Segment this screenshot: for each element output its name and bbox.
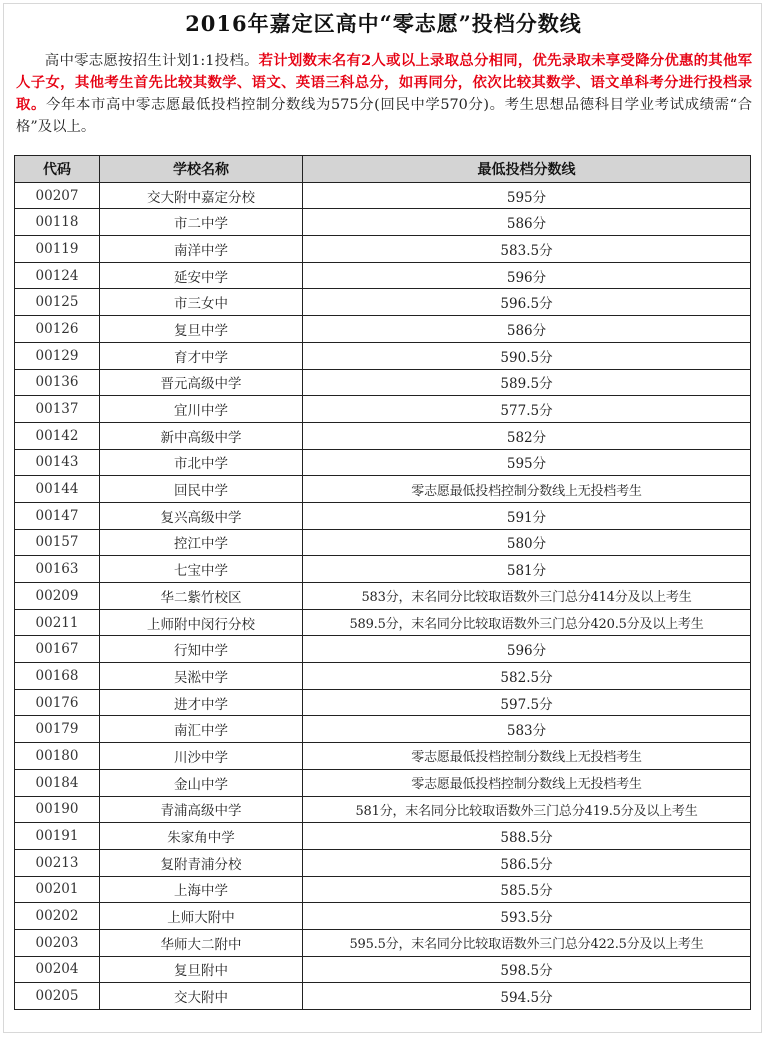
table-row [15, 796, 751, 823]
score-cell: 595.5分，末名同分比较取语数外三门总分422.5分及以上考生 [303, 929, 751, 956]
score-cell: 582分 [303, 422, 751, 449]
table-row [15, 929, 751, 956]
code-cell: 00190 [15, 796, 100, 823]
table-row [15, 689, 751, 716]
table-row [15, 769, 751, 796]
table-row [15, 449, 751, 476]
code-cell: 00118 [15, 209, 100, 236]
table-row [15, 716, 751, 743]
code-cell: 00129 [15, 342, 100, 369]
score-cell: 583分 [303, 716, 751, 743]
school-name-cell: 上师大附中 [100, 903, 303, 930]
score-cell: 586分 [303, 316, 751, 343]
school-name-cell: 华师大二附中 [100, 929, 303, 956]
table-row [15, 289, 751, 316]
code-cell: 00137 [15, 396, 100, 423]
table-row [15, 529, 751, 556]
school-name-cell: 市二中学 [100, 209, 303, 236]
school-name-cell: 行知中学 [100, 636, 303, 663]
table-row [15, 956, 751, 983]
table-row [15, 209, 751, 236]
score-cell: 零志愿最低投档控制分数线上无投档考生 [303, 769, 751, 796]
code-cell: 00119 [15, 236, 100, 263]
code-cell: 00184 [15, 769, 100, 796]
school-name-cell: 进才中学 [100, 689, 303, 716]
code-cell: 00167 [15, 636, 100, 663]
score-cell: 577.5分 [303, 396, 751, 423]
table-row [15, 502, 751, 529]
score-cell: 595分 [303, 449, 751, 476]
school-name-cell: 宜川中学 [100, 396, 303, 423]
score-cell: 零志愿最低投档控制分数线上无投档考生 [303, 743, 751, 770]
score-cell: 597.5分 [303, 689, 751, 716]
header-school: 学校名称 [100, 156, 303, 183]
school-name-cell: 市三女中 [100, 289, 303, 316]
code-cell: 00143 [15, 449, 100, 476]
score-cell: 586.5分 [303, 849, 751, 876]
intro-text-2: 今年本市高中零志愿最低投档控制分数线为575分(回民中学570分)。考生思想品德科目学业考试成绩需“合格”及以上。 [16, 97, 752, 135]
code-cell: 00204 [15, 956, 100, 983]
school-name-cell: 青浦高级中学 [100, 796, 303, 823]
code-cell: 00203 [15, 929, 100, 956]
school-name-cell: 交大附中 [100, 983, 303, 1010]
code-cell: 00142 [15, 422, 100, 449]
score-cell: 589.5分，末名同分比较取语数外三门总分420.5分及以上考生 [303, 609, 751, 636]
code-cell: 00179 [15, 716, 100, 743]
score-cell: 583.5分 [303, 236, 751, 263]
code-cell: 00202 [15, 903, 100, 930]
school-name-cell: 吴淞中学 [100, 663, 303, 690]
header-code: 代码 [15, 156, 100, 183]
score-cell: 580分 [303, 529, 751, 556]
table-row [15, 422, 751, 449]
school-name-cell: 市北中学 [100, 449, 303, 476]
code-cell: 00201 [15, 876, 100, 903]
school-name-cell: 复旦附中 [100, 956, 303, 983]
school-name-cell: 复附青浦分校 [100, 849, 303, 876]
table-row [15, 262, 751, 289]
table-row [15, 743, 751, 770]
score-cell: 591分 [303, 502, 751, 529]
school-name-cell: 延安中学 [100, 262, 303, 289]
table-row [15, 369, 751, 396]
table-row [15, 342, 751, 369]
school-name-cell: 育才中学 [100, 342, 303, 369]
table-row [15, 876, 751, 903]
code-cell: 00124 [15, 262, 100, 289]
score-cell: 582.5分 [303, 663, 751, 690]
school-name-cell: 金山中学 [100, 769, 303, 796]
score-cell: 零志愿最低投档控制分数线上无投档考生 [303, 476, 751, 503]
score-cell: 590.5分 [303, 342, 751, 369]
table-row [15, 236, 751, 263]
score-cell: 589.5分 [303, 369, 751, 396]
table-row [15, 636, 751, 663]
table-row [15, 316, 751, 343]
code-cell: 00163 [15, 556, 100, 583]
table-header-row [15, 156, 751, 183]
school-name-cell: 上师附中闵行分校 [100, 609, 303, 636]
table-row [15, 823, 751, 850]
school-name-cell: 复兴高级中学 [100, 502, 303, 529]
intro-text-highlight: 若计划数末名有2人或以上录取总分相同，优先录取未享受降分优惠的其他军人子女，其他考生首先比较其数学、语文、英语三科总分，如再同分，依次比较其数学、语文单科考分进行投档录取。 [16, 52, 752, 113]
score-cell: 594.5分 [303, 983, 751, 1010]
table-row [15, 903, 751, 930]
score-cell: 595分 [303, 182, 751, 209]
score-cell: 586分 [303, 209, 751, 236]
school-name-cell: 控江中学 [100, 529, 303, 556]
code-cell: 00147 [15, 502, 100, 529]
code-cell: 00209 [15, 583, 100, 610]
header-score: 最低投档分数线 [303, 156, 751, 183]
score-cell: 596分 [303, 262, 751, 289]
school-name-cell: 回民中学 [100, 476, 303, 503]
code-cell: 00207 [15, 182, 100, 209]
code-cell: 00125 [15, 289, 100, 316]
school-name-cell: 七宝中学 [100, 556, 303, 583]
table-row [15, 182, 751, 209]
table-row [15, 663, 751, 690]
school-name-cell: 复旦中学 [100, 316, 303, 343]
school-name-cell: 晋元高级中学 [100, 369, 303, 396]
intro-text-1: 高中零志愿按招生计划1:1投档。 [44, 53, 259, 69]
school-name-cell: 南洋中学 [100, 236, 303, 263]
school-name-cell: 南汇中学 [100, 716, 303, 743]
score-cell: 581分，末名同分比较取语数外三门总分419.5分及以上考生 [303, 796, 751, 823]
table-row [15, 556, 751, 583]
code-cell: 00191 [15, 823, 100, 850]
table-row [15, 609, 751, 636]
score-cell: 596.5分 [303, 289, 751, 316]
school-name-cell: 上海中学 [100, 876, 303, 903]
score-cell: 588.5分 [303, 823, 751, 850]
school-name-cell: 朱家角中学 [100, 823, 303, 850]
code-cell: 00180 [15, 743, 100, 770]
intro-paragraph [16, 50, 752, 138]
page-title: 2016年嘉定区高中“零志愿”投档分数线 [185, 11, 582, 36]
table-row [15, 583, 751, 610]
code-cell: 00205 [15, 983, 100, 1010]
code-cell: 00213 [15, 849, 100, 876]
school-name-cell: 新中高级中学 [100, 422, 303, 449]
table-row [15, 849, 751, 876]
code-cell: 00136 [15, 369, 100, 396]
code-cell: 00126 [15, 316, 100, 343]
score-cell: 596分 [303, 636, 751, 663]
score-cell: 598.5分 [303, 956, 751, 983]
school-name-cell: 交大附中嘉定分校 [100, 182, 303, 209]
score-cell: 585.5分 [303, 876, 751, 903]
score-cell: 593.5分 [303, 903, 751, 930]
code-cell: 00168 [15, 663, 100, 690]
school-name-cell: 川沙中学 [100, 743, 303, 770]
score-cell: 581分 [303, 556, 751, 583]
table-row [15, 476, 751, 503]
table-row [15, 396, 751, 423]
score-table [14, 155, 751, 1010]
code-cell: 00176 [15, 689, 100, 716]
code-cell: 00211 [15, 609, 100, 636]
code-cell: 00157 [15, 529, 100, 556]
school-name-cell: 华二紫竹校区 [100, 583, 303, 610]
table-row [15, 983, 751, 1010]
score-cell: 583分，末名同分比较取语数外三门总分414分及以上考生 [303, 583, 751, 610]
code-cell: 00144 [15, 476, 100, 503]
